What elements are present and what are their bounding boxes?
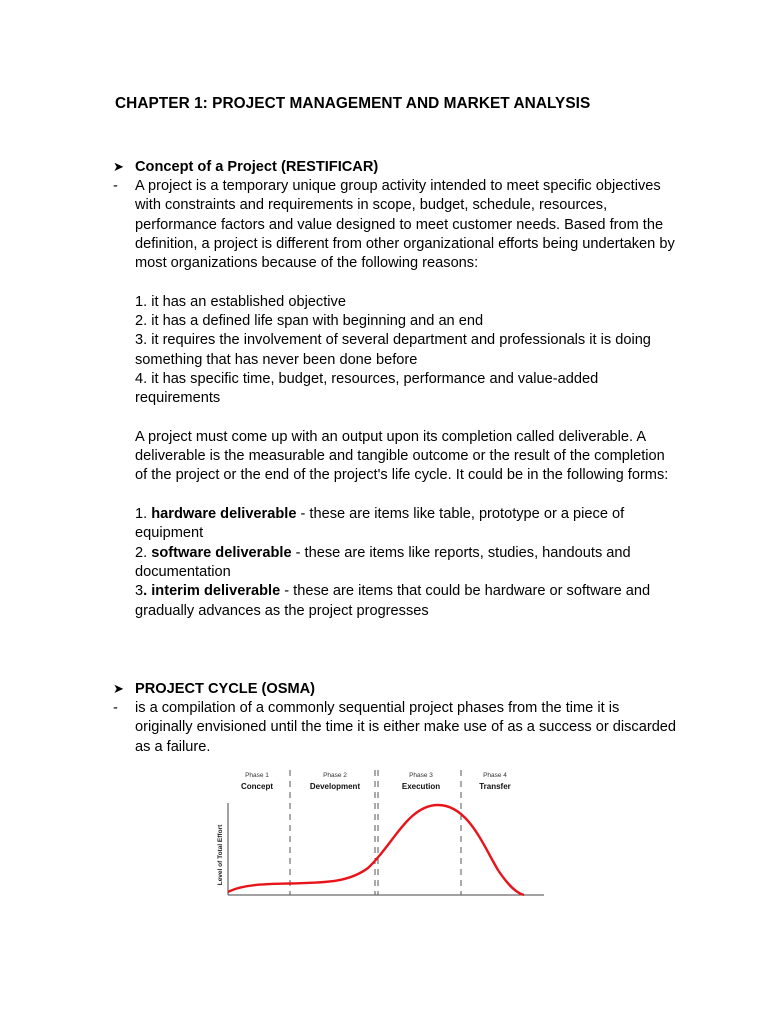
section-heading-project-cycle (113, 679, 315, 699)
deliverable-item (135, 544, 680, 583)
deliverable-description: - these are items that could be hardware or software and gradually advances as the project progresses (135, 583, 651, 619)
deliverable-description: - these are items like table, prototype or a piece of equipment (135, 506, 625, 542)
section-heading-text: Concept of a Project (RESTIFICAR) (135, 159, 379, 175)
deliverable-item (135, 505, 680, 544)
phase-label: Phase 3 (409, 772, 433, 779)
deliverable-term: . interim deliverable (143, 583, 281, 600)
concept-body (135, 177, 680, 621)
phase-name: Transfer (479, 782, 511, 791)
phase-name: Development (309, 782, 361, 791)
dash-bullet: - (113, 700, 118, 716)
deliverable-number: 2. (135, 544, 152, 561)
deliverable-description: - these are items like reports, studies, handouts and documentation (135, 544, 631, 580)
section-heading-text: PROJECT CYCLE (OSMA) (135, 681, 315, 697)
figure-y-axis-label: Level of Total Effort (217, 824, 224, 886)
dash-bullet: - (113, 178, 118, 194)
project-cycle-paragraph: is a compilation of a commonly sequential project phases from the time it is originally envisioned until the time it is either make use of as a success or discarded as a failure. (135, 700, 677, 755)
phase-name: Execution (401, 782, 441, 791)
deliverable-term: software deliverable (151, 544, 292, 561)
phase-label: Phase 1 (245, 772, 269, 779)
reason-item: 4. it has specific time, budget, resources, performance and value-added requirements (135, 370, 599, 407)
reason-item: 1. it has an established objective (135, 293, 346, 310)
deliverable-number: 1. (135, 506, 152, 523)
project-life-cycle-figure (213, 765, 553, 900)
deliverable-number: 3 (135, 583, 144, 600)
phase-name: Concept (241, 782, 273, 791)
concept-definition-paragraph: A project is a temporary unique group activity intended to meet specific objectives with constraints and requirements in scope, budget, schedule, resources, performance factors and value designed to meet customer needs. Based from the definition, a project is different from other organizational efforts being undertaken by most organizations because of the following reasons: (135, 178, 675, 272)
effort-curve (228, 805, 524, 895)
reason-item: 2. it has a defined life span with beginning and an end (135, 313, 484, 330)
reason-item: 3. it requires the involvement of several department and professionals it is doing something that has never been done before (135, 332, 651, 368)
deliverable-paragraph: A project must come up with an output upon its completion called deliverable. A deliverable is the measurable and tangible outcome or the result of the completion of the project or the end of the project's life cycle. It could be in the following forms: (135, 428, 669, 484)
project-cycle-body (135, 699, 680, 757)
deliverable-item (135, 582, 680, 621)
phase-label: Phase 2 (323, 772, 347, 779)
arrow-bullet-icon: ➤ (113, 681, 124, 696)
section-heading-concept (113, 157, 378, 177)
chapter-title: CHAPTER 1: PROJECT MANAGEMENT AND MARKET ANALYSIS (115, 95, 591, 112)
arrow-bullet-icon: ➤ (113, 159, 124, 174)
deliverable-term: hardware deliverable (151, 506, 297, 523)
phase-label: Phase 4 (483, 772, 507, 779)
